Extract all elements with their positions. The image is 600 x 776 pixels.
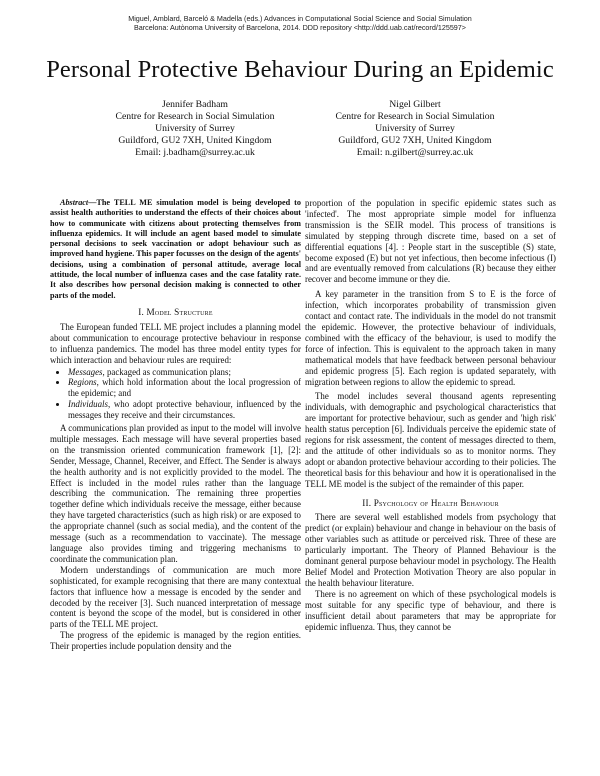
abstract-text: —The TELL ME simulation model is being developed to assist health authorities to understand the effects of their choices about how to communicate with citizens about protecting themselves from influenza epidemics. It will include an agent based model to simulate personal decisions to seek vaccination or adopt behaviour such as improved hand hygiene. This paper focusses on the design of the agents' decisions, using a combination of personal attitude, average local attitude, the local number of influenza cases and the case fatality rate. It also describes how personal decision making is connected to other parts of the model. xyxy=(50,198,301,300)
bullet-text: , which hold information about the local progression of the epidemic; and xyxy=(68,377,301,399)
paper-title: Personal Protective Behaviour During an Epidemic xyxy=(46,56,554,83)
author-block xyxy=(80,99,310,159)
paragraph: proportion of the population in specific epidemic states such as 'infected'. The most appropriate simple model for influenza transmission is the SEIR model. This process of transitions is simulated by stepping through discrete time, based on a set of differential equations [4]. : People start in the susceptible (S) state, become exposed (E) but not yet infectious, then become infectious (I) and are eventually removed from calculations (R) because they either recover and become immune or they die. xyxy=(305,198,556,285)
bullet-item xyxy=(68,399,301,421)
bullet-term: Messages xyxy=(68,366,103,377)
bullet-text: , packaged as communication plans; xyxy=(102,366,231,377)
author-name: Nigel Gilbert xyxy=(389,99,441,110)
bullet-item xyxy=(68,377,301,399)
bullet-term: Regions xyxy=(68,377,97,388)
author-block xyxy=(300,99,530,159)
author-name: Jennifer Badham xyxy=(162,99,228,110)
paragraph: A key parameter in the transition from S to E is the force of infection, which incorporates probability of transmission given contact and contact rate. The individuals in the model do not transmit the epidemic. However, the protective behaviour of individuals, combined with the efficacy of the behaviour, is used to modify the force of infection. This is equivalent to the approach taken in many mathematical models that have feedback between personal behaviour and epidemic progress [5]. Each region is updated separately, with migration between regions to allow the epidemic to spread. xyxy=(305,289,556,387)
paragraph: The model includes several thousand agents representing individuals, with demographic and psychological characteristics that are important for protective behaviour, such as gender and 'high risk' health status perception [6]. Individuals perceive the epidemic state of regions for risk assessment, the content of messages directed to them, and the attitude of other individuals so as to monitor norms. They adopt or abandon protective behaviour according to their policies. The theoretical basis for this behaviour and how it is operationalised in the TELL ME model is the subject of the remainder of this paper. xyxy=(305,391,556,489)
author-address: Guildford, GU2 7XH, United Kingdom xyxy=(118,135,272,146)
bullet-list xyxy=(50,367,301,422)
publication-header xyxy=(0,14,600,33)
paragraph: The European funded TELL ME project includes a planning model about communication to encourage protective behaviour in response to influenza pandemics. The model has three model entity types for which interaction and behaviour rules are required: xyxy=(50,321,301,365)
author-affiliation: Centre for Research in Social Simulation xyxy=(335,111,495,122)
author-email: Email: j.badham@surrey.ac.uk xyxy=(135,147,255,158)
header-citation-line: Miguel, Amblard, Barceló & Madella (eds.) Advances in Computational Social Science and Social Simulation xyxy=(128,14,472,23)
paragraph: Modern understandings of communication are much more sophisticated, for example recognising that there are many contextual factors that influence how a message is encoded by the sender and decoded by the receiver [3]. Such nuanced interpretation of message content is beyond the scope of the model, but is considered in other parts of the TELL ME project. xyxy=(50,564,301,630)
bullet-text: , who adopt protective behaviour, influenced by the messages they receive and their circumstances. xyxy=(68,399,301,421)
left-column xyxy=(50,198,301,652)
section-heading: II. Psychology of Health Behaviour xyxy=(362,497,499,508)
paragraph: There are several well established models from psychology that predict (or explain) behaviour and change in behaviour on the basis of other variables such as attitude or perceived risk. Three of these are particularly important. The Theory of Planned Behaviour is the dominant general purpose behaviour model in psychology. The Health Belief Model and Protection Motivation Theory are also popular in the health behaviour literature. xyxy=(305,512,556,588)
author-affiliation: Centre for Research in Social Simulation xyxy=(115,111,275,122)
paragraph: The progress of the epidemic is managed by the region entities. Their properties include population density and the xyxy=(50,630,301,652)
author-university: University of Surrey xyxy=(155,123,235,134)
header-repository-line: Barcelona: Autònoma University of Barcelona, 2014. DDD repository <http://ddd.uab.cat/record/125597> xyxy=(133,23,467,33)
author-address: Guildford, GU2 7XH, United Kingdom xyxy=(338,135,492,146)
abstract-lead: Abstract xyxy=(60,198,89,207)
paragraph: A communications plan provided as input to the model will involve multiple messages. Each message will have several properties based on the transmission oriented communication framework [1], [2]: Sender, Message, Channel, Receiver, and Effect. The Sender is always the health authority and is not explicitly provided to the model. The Effect is included in the model rules rather than the language describing the communication. The remaining three properties together define which individuals receive the message, either because they have targeted characteristics (such as high risk) or are exposed to the appropriate channel (such as social media), and the content of the message (such as a recommendation to vaccinate). The message language also provides timing and triggering mechanisms to coordinate the communication plan. xyxy=(50,423,301,564)
paragraph: There is no agreement on which of these psychological models is most suitable for any specific type of behaviour, and there is insufficient detail about parameters that may be appropriate for epidemic influenza. Thus, they cannot be xyxy=(305,588,556,632)
author-university: University of Surrey xyxy=(375,123,455,134)
right-column xyxy=(305,198,556,632)
section-heading: I. Model Structure xyxy=(138,306,213,317)
bullet-item xyxy=(68,367,301,378)
author-email: Email: n.gilbert@surrey.ac.uk xyxy=(356,147,474,158)
bullet-term: Individuals xyxy=(68,399,108,410)
abstract xyxy=(50,198,301,301)
